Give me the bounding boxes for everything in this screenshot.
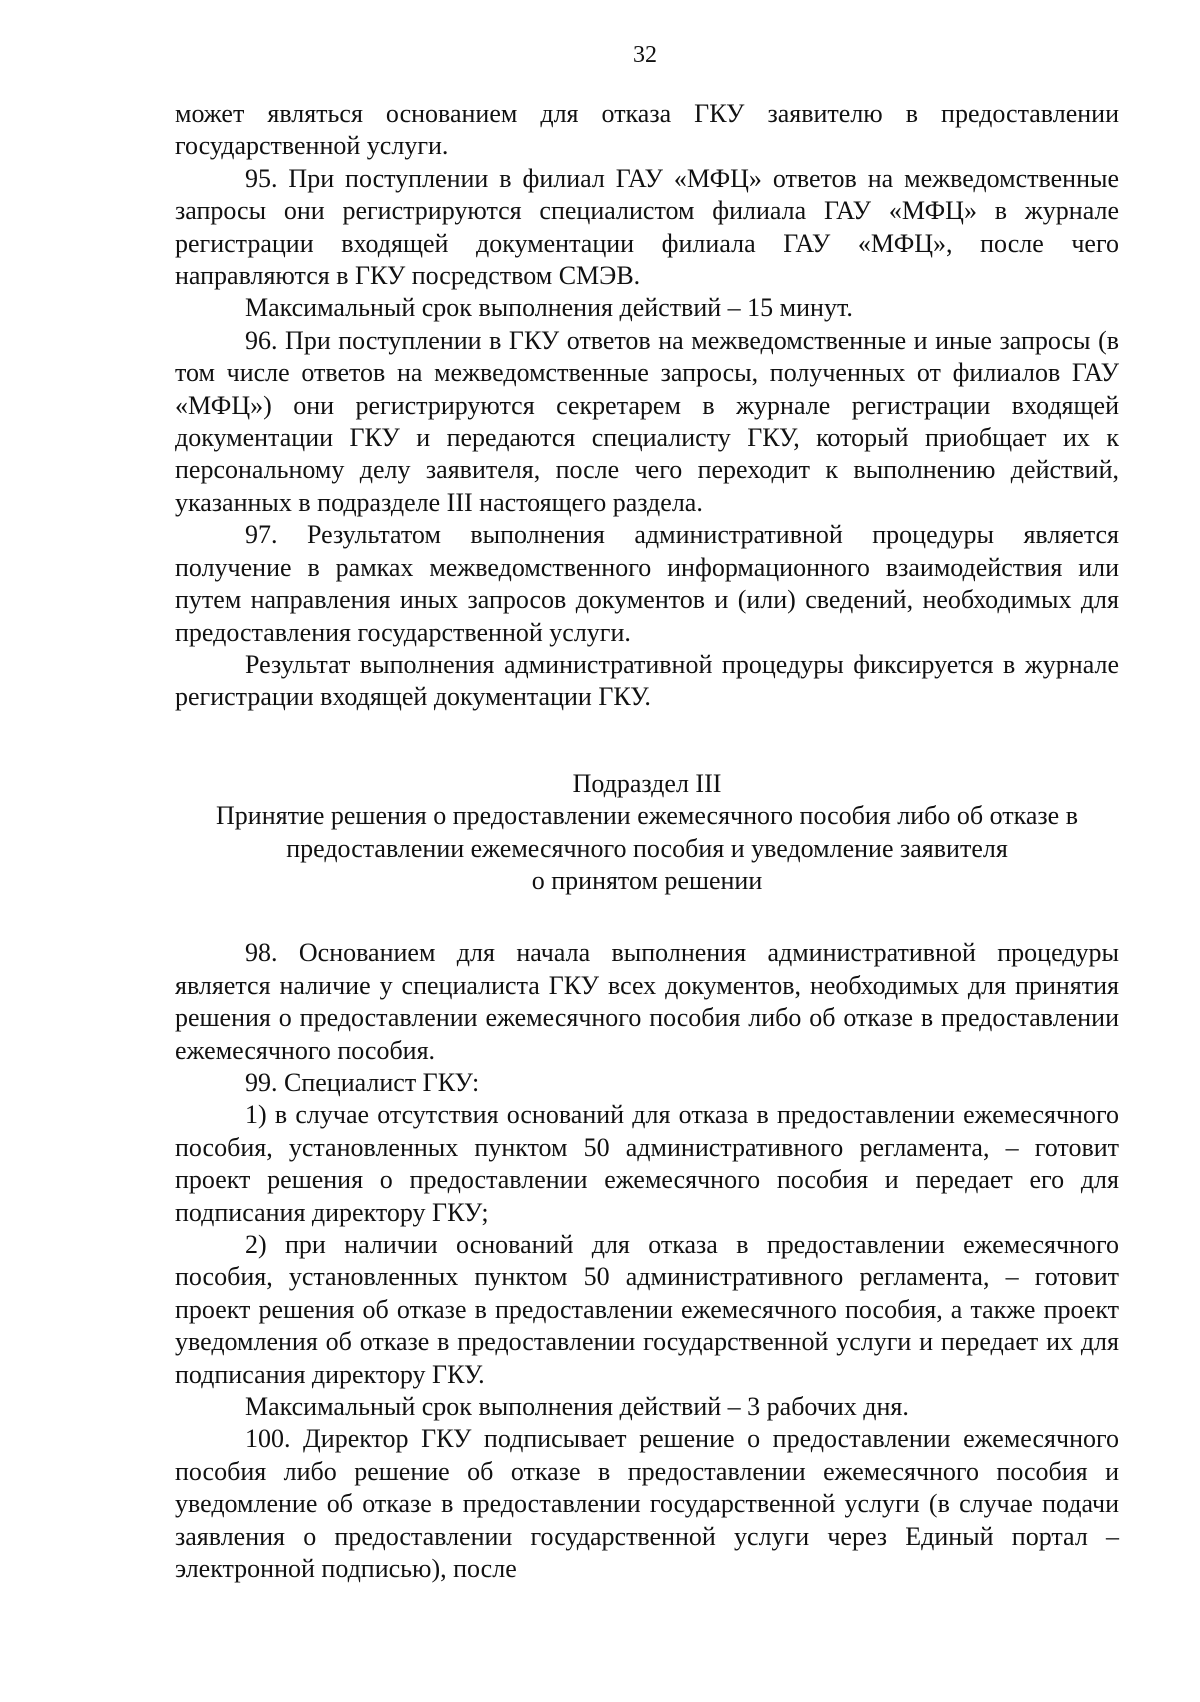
subsection-title: Подраздел III bbox=[572, 768, 722, 798]
paragraph-continuation: может являться основанием для отказа ГКУ заявителю в предоставлении государственной услуги. bbox=[175, 99, 1119, 161]
subsection-heading-line-1: Принятие решения о предоставлении ежемесячного пособия либо об отказе в bbox=[216, 801, 1078, 831]
paragraph-99: 99. Специалист ГКУ: bbox=[245, 1067, 480, 1097]
paragraph-99-deadline: Максимальный срок выполнения действий – 3 рабочих дня. bbox=[245, 1392, 909, 1422]
paragraph-100: 100. Директор ГКУ подписывает решение о предоставлении ежемесячного пособия либо решение об отказе в предоставлении ежемесячного пособия и уведомление об отказе в предоставлении государственной услуги (в случае подачи заявления о предоставлении государственной услуги через Единый портал – электронной подписью), после bbox=[175, 1424, 1119, 1584]
paragraph-99-item-2: 2) при наличии оснований для отказа в предоставлении ежемесячного пособия, установленных пунктом 50 административного регламента, – готовит проект решения об отказе в предоставлении ежемесячного пособия, а также проект уведомления об отказе в предоставлении государственной услуги и передает их для подписания директору ГКУ. bbox=[175, 1230, 1119, 1389]
paragraph-95: 95. При поступлении в филиал ГАУ «МФЦ» ответов на межведомственные запросы они регистрируются специалистом филиала ГАУ «МФЦ» в журнале регистрации входящей документации филиала ГАУ «МФЦ», после чего направляются в ГКУ посредством СМЭВ. bbox=[175, 163, 1119, 291]
subsection-heading-line-3: о принятом решении bbox=[531, 865, 763, 895]
paragraph-97-result: Результат выполнения административной процедуры фиксируется в журнале регистрации входящей документации ГКУ. bbox=[175, 649, 1119, 712]
paragraph-97: 97. Результатом выполнения административной процедуры является получение в рамках межведомственного информационного взаимодействия или путем направления иных запросов документов и (или) сведений, необходимых для предоставления государственной услуги. bbox=[175, 520, 1119, 647]
subsection-heading-line-2: предоставлении ежемесячного пособия и уведомление заявителя bbox=[286, 833, 1008, 863]
document-body bbox=[175, 98, 1119, 1585]
paragraph-99-item-1: 1) в случае отсутствия оснований для отказа в предоставлении ежемесячного пособия, установленных пунктом 50 административного регламента, – готовит проект решения о предоставлении ежемесячного пособия и передает его для подписания директору ГКУ; bbox=[175, 1100, 1119, 1227]
paragraph-95-deadline: Максимальный срок выполнения действий – 15 минут. bbox=[245, 293, 853, 323]
paragraph-98: 98. Основанием для начала выполнения административной процедуры является наличие у специалиста ГКУ всех документов, необходимых для принятия решения о предоставлении ежемесячного пособия либо об отказе в предоставлении ежемесячного пособия. bbox=[175, 938, 1119, 1065]
paragraph-96: 96. При поступлении в ГКУ ответов на межведомственные и иные запросы (в том числе ответов на межведомственные запросы, полученных от филиалов ГАУ «МФЦ») они регистрируются секретарем в журнале регистрации входящей документации ГКУ и передаются специалисту ГКУ, который приобщает их к персональному делу заявителя, после чего переходит к выполнению действий, указанных в подразделе III настоящего раздела. bbox=[175, 325, 1119, 517]
page-number: 32 bbox=[633, 42, 657, 68]
